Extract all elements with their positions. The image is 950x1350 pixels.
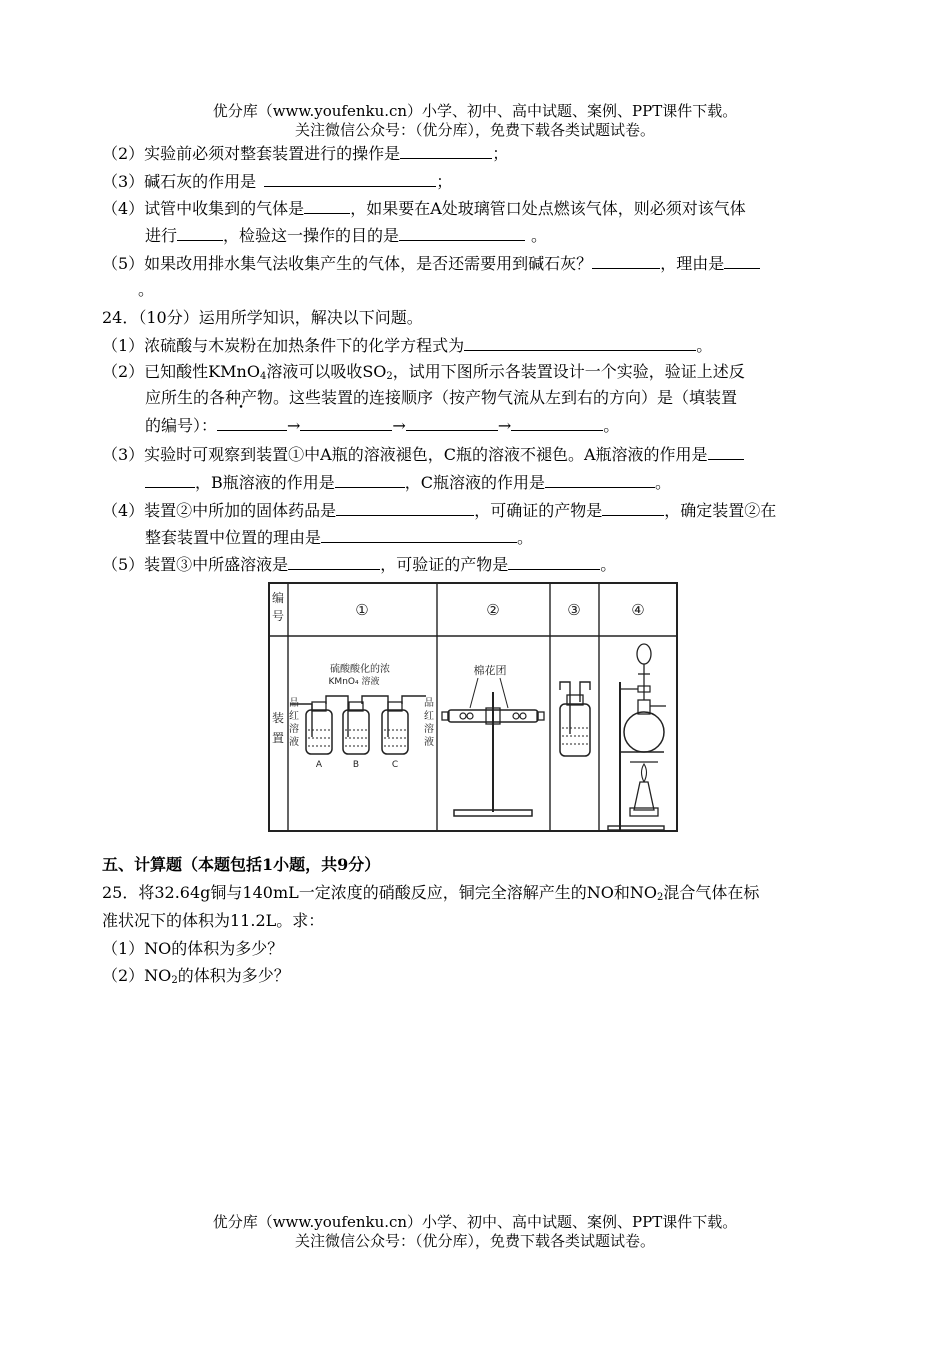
row-label: 装置 — [271, 711, 285, 745]
bottle-label-c: C — [391, 760, 399, 770]
col-2-number: ② — [486, 601, 500, 619]
page-footer-line2: 关注微信公众号：（优分库），免费下载各类试题试卷。 — [294, 1232, 655, 1250]
q24-part3-line1: （3）实验时可观察到装置①中A瓶的溶液褪色，C瓶的溶液不褪色。A瓶溶液的作用是 — [102, 442, 744, 467]
q23-part4-line1: （4）试管中收集到的气体是 ，如果要在A处玻璃管口处点燃该气体，则必须对该气体 — [102, 196, 746, 221]
answer-blank[interactable] — [177, 223, 223, 241]
answer-blank[interactable] — [511, 413, 603, 431]
bottle-a — [306, 702, 332, 754]
answer-blank[interactable] — [217, 413, 287, 431]
answer-blank[interactable] — [300, 413, 392, 431]
apparatus-figure — [268, 582, 680, 834]
answer-blank[interactable] — [708, 442, 744, 460]
answer-blank[interactable] — [321, 525, 517, 543]
q24-part2-line3: 的编号）： → → → 。 — [145, 413, 619, 438]
q25-line1: 25．将32.64g铜与140mL一定浓度的硝酸反应，铜完全溶解产生的NO和$NO_2$混合气体在标 — [102, 883, 760, 903]
answer-blank[interactable] — [406, 413, 498, 431]
page-footer-line1: 优分库（www.youfenku.cn）小学、初中、高中试题、案例、PPT课件下载。 — [212, 1213, 738, 1231]
q25-sub1: （1）NO的体积为多少？ — [102, 939, 284, 958]
answer-blank[interactable] — [304, 196, 350, 214]
col-header-label: 编号 — [271, 591, 285, 623]
answer-blank[interactable] — [464, 333, 696, 351]
q24-part5: （5）装置③中所盛溶液是 ，可验证的产物是 。 — [102, 552, 616, 577]
q24-part3-line2: ，B瓶溶液的作用是 ，C瓶溶液的作用是 。 — [145, 470, 671, 495]
answer-blank[interactable] — [724, 251, 760, 269]
answer-blank[interactable] — [399, 223, 525, 241]
answer-blank[interactable] — [288, 552, 380, 570]
bottle-b — [343, 702, 369, 754]
q24-part4-line2: 整套装置中位置的理由是 。 — [145, 525, 533, 550]
col-4-number: ④ — [631, 601, 645, 619]
q24-part2-line2: 应所生的各种产物。这些装置的连接顺序（按产物气流从左到右的方向）是（填装置 — [145, 388, 738, 407]
answer-blank[interactable] — [264, 169, 436, 187]
q24-title: 24．（10分）运用所学知识，解决以下问题。 — [102, 308, 423, 327]
answer-blank[interactable] — [336, 498, 474, 516]
answer-blank[interactable] — [400, 141, 492, 159]
q23-part2: （2）实验前必须对整套装置进行的操作是 ； — [102, 141, 508, 166]
bottle-3 — [560, 682, 590, 756]
answer-blank[interactable] — [602, 498, 664, 516]
q23-part5: （5）如果改用排水集气法收集产生的气体，是否还需要用到碱石灰？ ，理由是 — [102, 251, 760, 276]
q24-part2-line1: （2）已知酸性KMnO$_4$溶液可以吸收$SO_2$，试用下图所示各装置设计一个实验，验证上述反 — [102, 362, 745, 382]
gas-generator — [608, 644, 666, 830]
page-header-line2: 关注微信公众号：（优分库），免费下载各类试题试卷。 — [294, 121, 655, 139]
col-1-number: ① — [355, 601, 369, 619]
answer-blank[interactable] — [592, 251, 660, 269]
q23-part5-end: 。 — [138, 280, 155, 299]
bottle-label-a: A — [315, 760, 323, 770]
cotton-label: 棉花团 — [473, 664, 507, 677]
q25-line2: 准状况下的体积为11.2L。求： — [102, 911, 325, 930]
page-header-line1: 优分库（www.youfenku.cn）小学、初中、高中试题、案例、PPT课件下载。 — [212, 102, 738, 120]
bottle-c — [382, 702, 408, 754]
q24-part4-line1: （4）装置②中所加的固体药品是 ，可确证的产物是 ，确定装置②在 — [102, 498, 776, 523]
bottle-label-b: B — [352, 760, 360, 770]
col-3-number: ③ — [567, 601, 581, 619]
q23-part3: （3）碱石灰的作用是 ； — [102, 169, 452, 194]
section5-title: 五、计算题（本题包括1小题，共9分） — [102, 855, 381, 874]
kmno4-label-line1: 硫酸酸化的浓 — [330, 664, 390, 675]
emphasis-dots: 各种产物 — [209, 388, 274, 407]
svg-text:品红溶液: 品红溶液 — [289, 698, 299, 748]
pinhong-right-label — [424, 697, 434, 748]
svg-text:品红溶液: 品红溶液 — [424, 698, 434, 748]
q25-sub2: $(2)NO_2$的体积为多少？ — [102, 966, 290, 986]
q24-part1: （1）浓硫酸与木炭粉在加热条件下的化学方程式为 。 — [102, 333, 712, 358]
answer-blank[interactable] — [335, 470, 405, 488]
answer-blank[interactable] — [145, 470, 195, 488]
kmno4-label-line2: KMnO₄ 溶液 — [328, 677, 380, 687]
q23-part4-line2: 进行 ，检验这一操作的目的是 。 — [145, 223, 547, 248]
answer-blank[interactable] — [508, 552, 600, 570]
answer-blank[interactable] — [545, 470, 655, 488]
